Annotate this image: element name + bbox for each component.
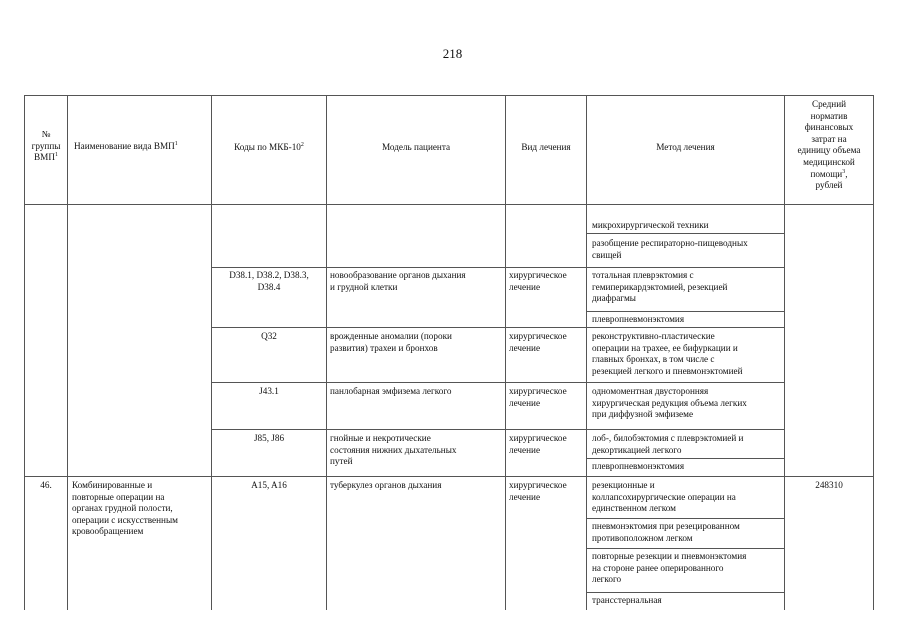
method-microsurgical: микрохирургической техники bbox=[592, 220, 709, 230]
border-left bbox=[24, 95, 25, 610]
g1-codes: D38.1, D38.2, D38.3, D38.4 bbox=[229, 270, 309, 292]
header-col-model: Модель пациента bbox=[381, 142, 451, 152]
border-col3 bbox=[326, 95, 327, 610]
g4-codes: J85, J86 bbox=[253, 433, 285, 443]
border-method-g5c bbox=[586, 592, 784, 593]
border-g3-top bbox=[211, 382, 784, 383]
g1-method-b: плевропневмонэктомия bbox=[592, 314, 685, 324]
header-col-cost: Средний норматив финансовых затрат на единицу объема медицинской помощи$^3$, рублей bbox=[797, 99, 861, 191]
border-g2-top bbox=[211, 327, 784, 328]
g5-cost: 248310 bbox=[815, 480, 843, 490]
header-col-num: № группы ВМП$^1$ bbox=[31, 129, 61, 163]
g1-model: новообразование органов дыхания и грудной клетки bbox=[330, 270, 466, 292]
header-col-name: Наименование вида ВМП$^1$ bbox=[74, 140, 178, 151]
g5-num: 46. bbox=[40, 480, 52, 490]
g4-model: гнойные и некротические состояния нижних дыхательных путей bbox=[330, 433, 457, 467]
treatment-table bbox=[24, 95, 874, 610]
g5-treatment: хирургическое лечение bbox=[509, 480, 567, 502]
g1-method-a: тотальная плеврэктомия с гемиперикардэктомией, резекцией диафрагмы bbox=[592, 270, 728, 304]
g5-method-b: пневмонэктомия при резецированном противоположном легком bbox=[592, 521, 740, 543]
g5-name: Комбинированные и повторные операции на органах грудной полости, операции с искусственным кровообращением bbox=[72, 480, 178, 537]
g5-method-a: резекционные и коллапсохирургические операции на единственном легком bbox=[592, 480, 736, 514]
g2-method: реконструктивно-пластические операции на трахее, ее бифуркации и главных бронхах, в том числе с резекцией легкого и пневмонэктомией bbox=[592, 331, 743, 376]
border-method-g1a bbox=[586, 311, 784, 312]
g4-method-b: плевропневмонэктомия bbox=[592, 461, 685, 471]
header-col-method: Метод лечения bbox=[656, 142, 715, 152]
border-method-g5b bbox=[586, 548, 784, 549]
border-g1-top bbox=[211, 267, 784, 268]
border-method-g4a bbox=[586, 458, 784, 459]
g2-model: врожденные аномалии (пороки развития) трахеи и бронхов bbox=[330, 331, 452, 353]
border-col2 bbox=[211, 95, 212, 610]
border-method-g5a bbox=[586, 518, 784, 519]
g4-method-a: лоб-, билобэктомия с плеврэктомией и декортикацией легкого bbox=[592, 433, 744, 455]
g1-treatment: хирургическое лечение bbox=[509, 270, 567, 292]
page-number: 218 bbox=[442, 46, 463, 61]
g5-method-d: трансстернальная bbox=[592, 595, 662, 605]
border-col5 bbox=[586, 95, 587, 610]
method-fistula: разобщение респираторно-пищеводных свищей bbox=[592, 238, 748, 260]
g3-method: одномоментная двусторонняя хирургическая редукция объема легких при диффузной эмфиземе bbox=[592, 386, 747, 420]
border-g5-top bbox=[24, 476, 874, 477]
border-top bbox=[24, 95, 874, 96]
header-col-treatment: Вид лечения bbox=[521, 142, 571, 152]
border-header-bottom bbox=[24, 204, 874, 205]
header-col-codes: Коды по МКБ-$10^2$ bbox=[234, 141, 304, 152]
g5-codes: A15, A16 bbox=[251, 480, 287, 490]
g5-model: туберкулез органов дыхания bbox=[330, 480, 442, 490]
border-col1 bbox=[67, 95, 68, 610]
g2-treatment: хирургическое лечение bbox=[509, 331, 567, 353]
g2-codes: Q32 bbox=[261, 331, 277, 341]
g3-treatment: хирургическое лечение bbox=[509, 386, 567, 408]
g4-treatment: хирургическое лечение bbox=[509, 433, 567, 455]
border-method-r1 bbox=[586, 233, 784, 234]
border-col4 bbox=[505, 95, 506, 610]
g5-method-c: повторные резекции и пневмонэктомия на стороне ранее оперированного легкого bbox=[592, 551, 747, 585]
g3-codes: J43.1 bbox=[259, 386, 279, 396]
g3-model: панлобарная эмфизема легкого bbox=[330, 386, 452, 396]
border-g4-top bbox=[211, 429, 784, 430]
